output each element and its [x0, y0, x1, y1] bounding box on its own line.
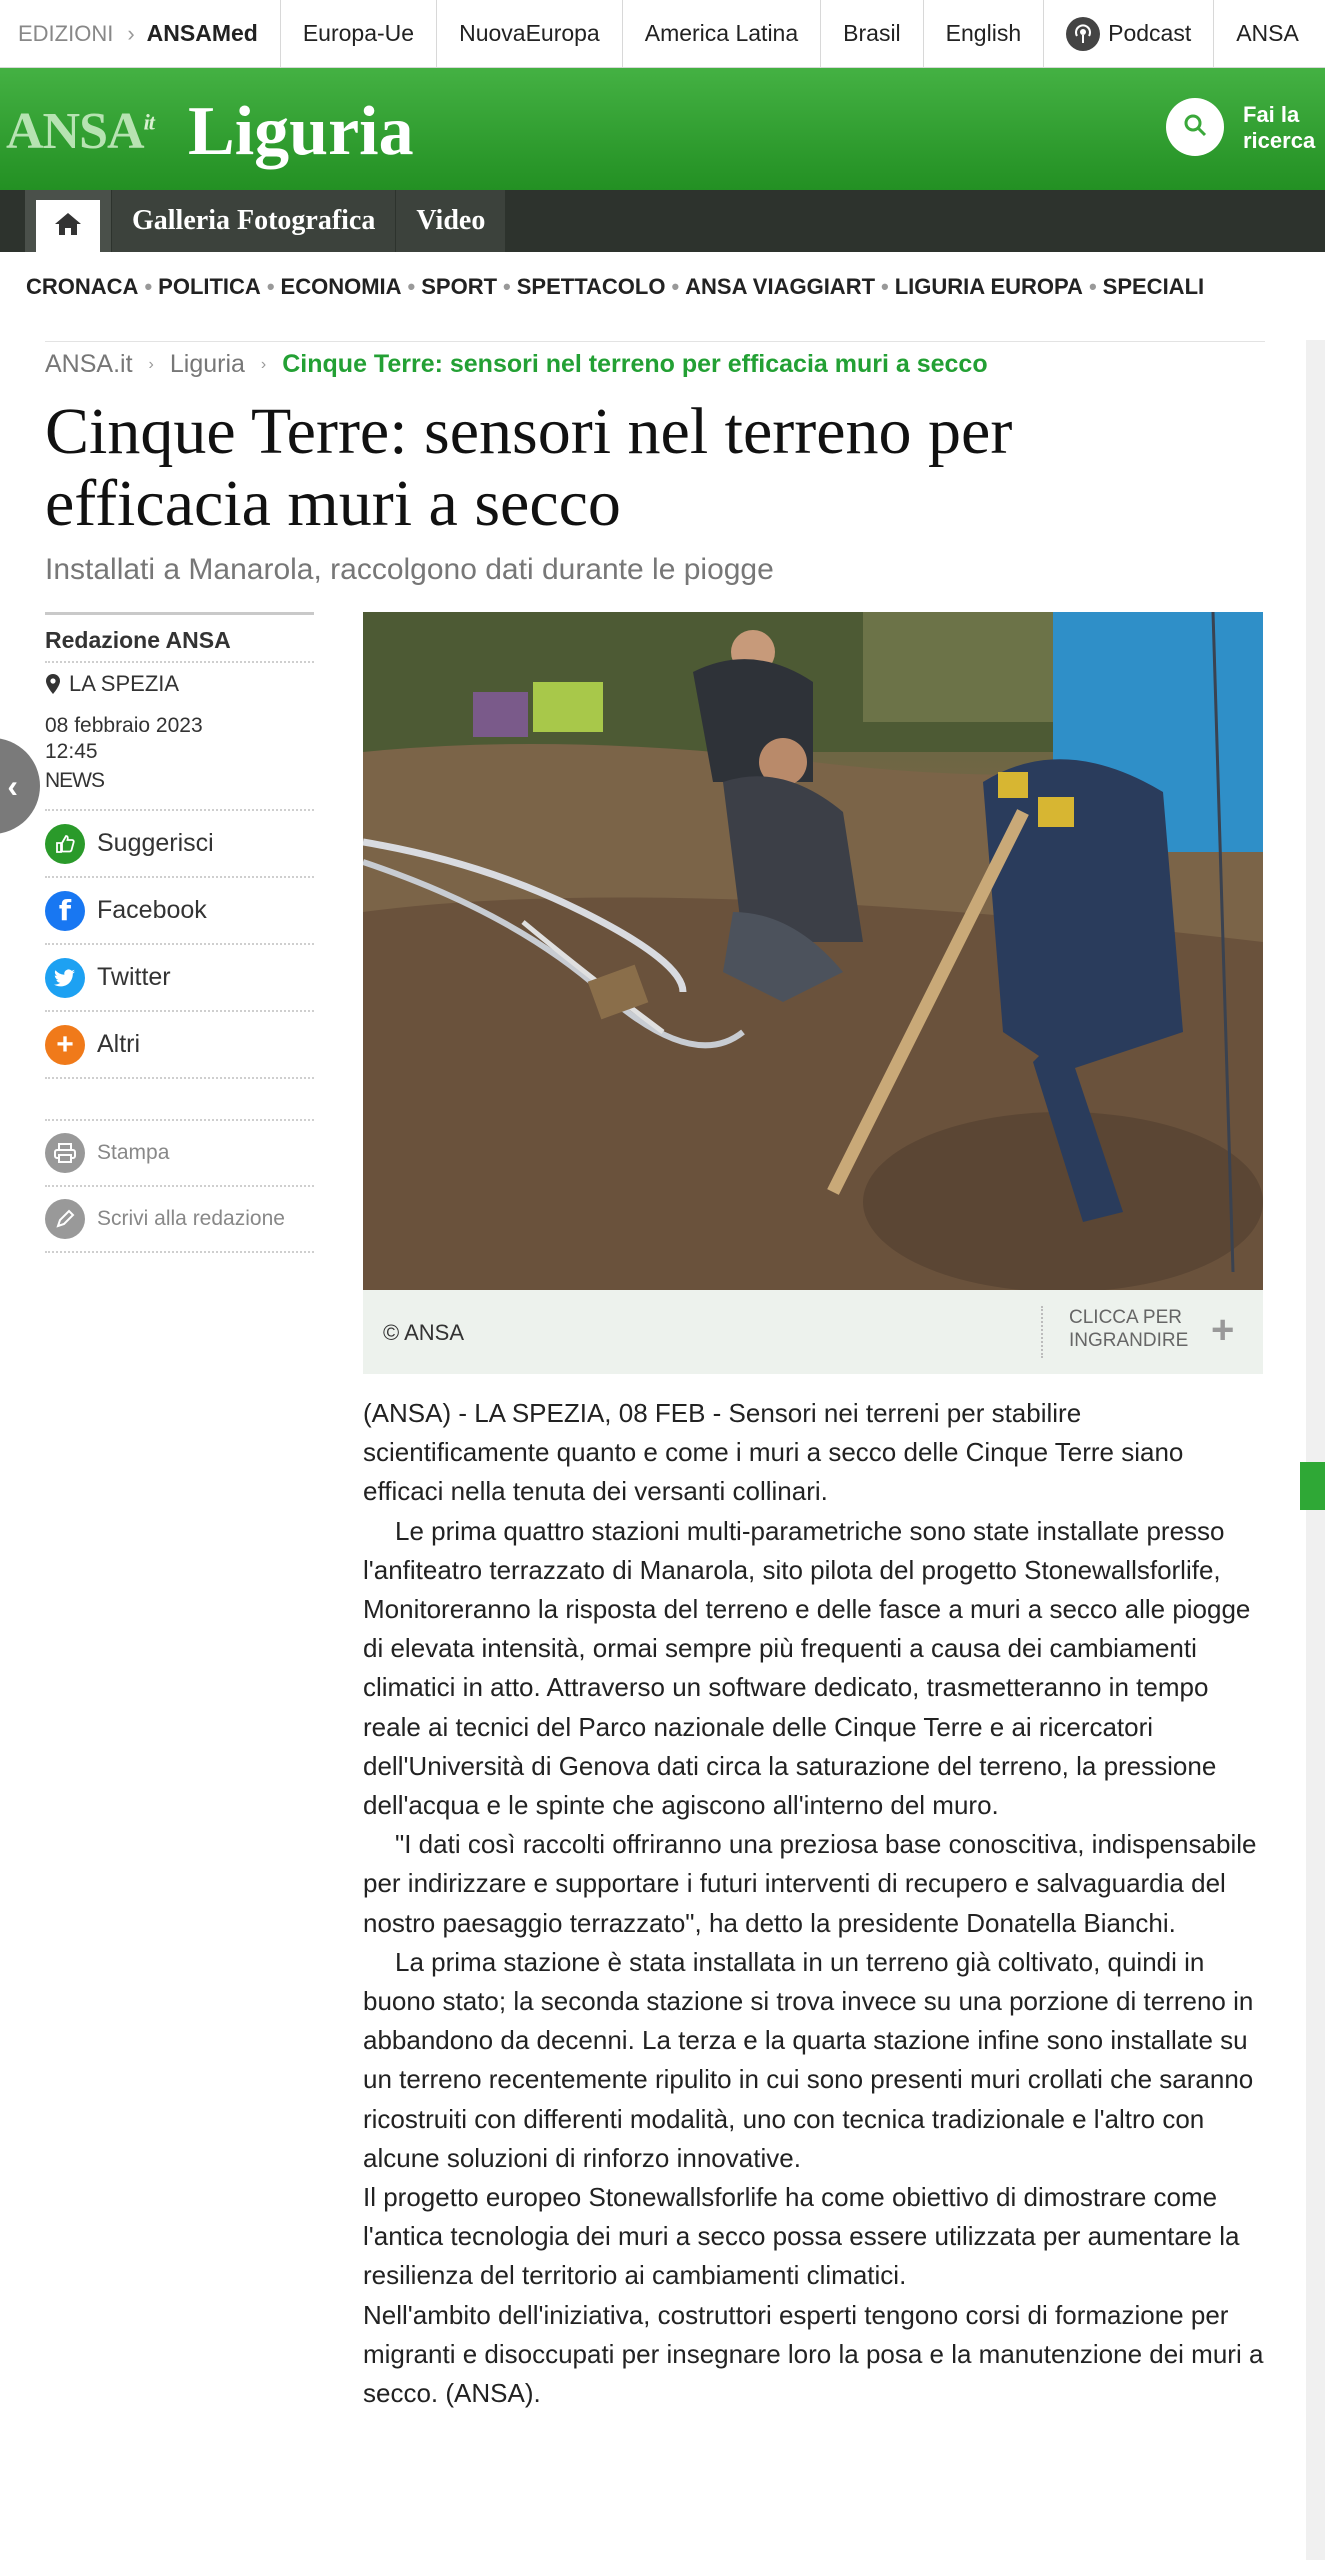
breadcrumb-separator-icon: › [148, 355, 154, 373]
zoom-label[interactable]: CLICCA PER INGRANDIRE [1041, 1306, 1191, 1358]
edition-link-europa-ue[interactable]: Europa-Ue [281, 0, 437, 68]
right-ad-strip [1306, 340, 1325, 2560]
home-button[interactable] [25, 190, 111, 252]
breadcrumb-separator-icon: › [260, 355, 267, 373]
section-sport[interactable]: SPORT [421, 274, 498, 299]
region-title[interactable]: Liguria [188, 93, 414, 170]
zoom-plus-icon[interactable]: + [1211, 1308, 1235, 1352]
article-paragraph: Nell'ambito dell'iniziativa, costruttori esperti tengono corsi di formazione per migranti e disoccupati per insegnare loro la posa e la manutenzione dei muri a secco. (ANSA). [363, 2299, 1264, 2409]
article-paragraph: La prima stazione è stata installata in un terreno già coltivato, quindi in buono stato; la seconda stazione si trova invece su una porzione di terreno in abbandono da decenni. La terza e la quarta stazione infine sono installate su un terreno recentemente ripulito in cui sono presenti muri crollati che saranno ricostruiti con differenti modalità, uno con tecnica tradizionale e l'altro con alcune soluzioni di rinforzo innovative. [363, 1946, 1254, 2173]
edition-podcast-label: Podcast [1108, 20, 1192, 46]
main-nav [0, 190, 1325, 252]
breadcrumb-current[interactable]: Cinque Terre: sensori nel terreno per efficacia muri a secco [282, 350, 988, 378]
plus-icon: + [45, 1025, 85, 1065]
share-facebook[interactable] [45, 878, 314, 945]
editions-label: EDIZIONI [18, 20, 114, 46]
search-icon [1182, 112, 1208, 143]
edition-link-america-latina[interactable]: America Latina [623, 0, 821, 68]
article-paragraph: (ANSA) - LA SPEZIA, 08 FEB - Sensori nei terreni per stabilire scientificamente quanto e come i muri a secco delle Cinque Terre siano efficaci nella tenuta dei versanti collinari. [363, 1398, 1184, 1507]
right-side-tab[interactable] [1300, 1462, 1325, 1510]
section-spettacolo[interactable]: SPETTACOLO [516, 274, 666, 299]
article-body [363, 1394, 1268, 2413]
breadcrumb-ansa[interactable]: ANSA.it [45, 350, 133, 378]
edition-link-english[interactable]: English [924, 0, 1044, 68]
previous-article-tab[interactable] [0, 738, 40, 834]
ansa-logo[interactable]: $ANSA^{it}$ [6, 103, 154, 160]
site-header [0, 68, 1325, 190]
print-button[interactable] [45, 1121, 314, 1187]
section-politica[interactable]: POLITICA [158, 274, 261, 299]
article-photo[interactable] [363, 612, 1263, 1290]
share-others-label: Altri [97, 1030, 141, 1058]
edition-link-ansa[interactable]: ANSA [1236, 20, 1299, 46]
chevron-right-icon: › [127, 20, 135, 46]
divider [45, 1079, 314, 1121]
article-date-time: 12:45 [45, 740, 98, 763]
article-date-day: 08 febbraio 2023 [45, 714, 203, 737]
article-category: NEWS [45, 769, 314, 811]
search-label[interactable]: Fai la ricerca [1243, 102, 1316, 153]
share-facebook-label: Facebook [97, 896, 207, 924]
printer-icon [45, 1133, 85, 1173]
divider [45, 341, 1265, 342]
photo-caption [363, 1290, 1263, 1374]
facebook-icon: f [45, 891, 85, 931]
pencil-icon [45, 1199, 85, 1239]
share-suggest[interactable] [45, 811, 314, 878]
section-menu: CRONACA • POLITICA • ECONOMIA • SPORT • SPETTACOLO • ANSA VIAGGIART • LIGURIA EUROPA • SPECIALI [26, 274, 1205, 299]
edition-link-nuovaeuropa[interactable]: NuovaEuropa [437, 0, 623, 68]
article-author: Redazione ANSA [45, 615, 314, 663]
section-ansa-viaggiart[interactable]: ANSA VIAGGIART [685, 274, 876, 299]
article-location-label: LA SPEZIA [69, 671, 180, 696]
section-liguria-europa[interactable]: LIGURIA EUROPA [894, 274, 1083, 299]
print-label: Stampa [97, 1141, 170, 1164]
article-paragraph: Le prima quattro stazioni multi-parametriche sono state installate presso l'anfiteatro terrazzato di Manarola, sito pilota del progetto Stonewallsforlife, Monitoreranno la risposta del terreno e delle fasce a muri a secco alle piogge di elevata intensità, ormai sempre più frequenti a causa dei cambiamenti climatici in atto. Attraverso un software dedicato, trasmetteranno in tempo reale ai tecnici del Parco nazionale delle Cinque Terre e ai ricercatori dell'Università di Genova dati circa la saturazione del terreno, la pressione dell'acqua e le spinte che agiscono all'interno del muro. [363, 1515, 1251, 1821]
share-suggest-label: Suggerisci [97, 829, 214, 857]
nav-video[interactable]: Video [395, 190, 505, 252]
section-cronaca[interactable]: CRONACA [26, 274, 139, 299]
section-economia[interactable]: ECONOMIA [280, 274, 402, 299]
location-pin-icon [45, 673, 61, 695]
chevron-left-icon: ‹ [7, 767, 18, 804]
photo-illustration [363, 612, 1263, 1290]
edition-link-brasil[interactable]: Brasil [821, 0, 924, 68]
article-paragraph: Il progetto europeo Stonewallsforlife ha come obiettivo di dimostrare come l'antica tecnologia dei muri a secco possa essere utilizzata per aumentare la resilienza del territorio ai cambiamenti climatici. [363, 2182, 1240, 2291]
article-meta-sidebar [45, 612, 314, 1253]
share-twitter[interactable] [45, 945, 314, 1012]
nav-galleria-fotografica[interactable]: Galleria Fotografica [111, 190, 395, 252]
article-subtitle: Installati a Manarola, raccolgono dati durante le piogge [45, 553, 774, 586]
editions-bar [0, 0, 1325, 68]
podcast-icon [1066, 17, 1100, 51]
thumbs-up-icon [45, 824, 85, 864]
article-date [45, 697, 314, 765]
section-speciali[interactable]: SPECIALI [1102, 274, 1205, 299]
photo-credit: © ANSA [383, 1320, 465, 1345]
search-button[interactable] [1166, 98, 1224, 156]
edition-link-podcast[interactable] [1044, 0, 1214, 68]
breadcrumb [45, 350, 988, 379]
write-editor-label: Scrivi alla redazione [97, 1207, 285, 1230]
share-others[interactable] [45, 1012, 314, 1079]
share-twitter-label: Twitter [97, 963, 171, 991]
breadcrumb-liguria[interactable]: Liguria [169, 350, 245, 378]
article-paragraph: "I dati così raccolti offriranno una preziosa base conoscitiva, indispensabile per indirizzare e supportare i futuri interventi di recupero e salvaguardia del nostro paesaggio terrazzato", ha detto la presidente Donatella Bianchi. [363, 1829, 1257, 1938]
article-location [45, 663, 314, 697]
write-editor-button[interactable] [45, 1187, 314, 1253]
article-title: Cinque Terre: sensori nel terreno per efficacia muri a secco [45, 395, 1013, 540]
twitter-icon [45, 958, 85, 998]
home-icon [53, 211, 83, 242]
edition-link-ansamed[interactable]: ANSAMed [147, 0, 281, 68]
